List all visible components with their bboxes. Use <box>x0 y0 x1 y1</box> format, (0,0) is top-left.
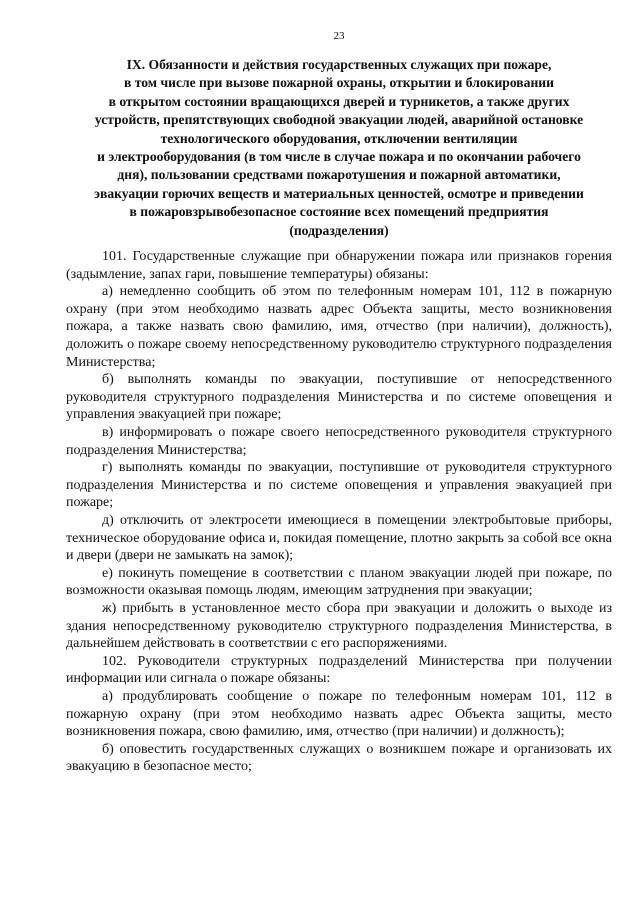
page-number: 23 <box>333 30 345 42</box>
paragraph-102: 102. Руководители структурных подразделений Министерства при получении информации или сигнала о пожаре обязаны: <box>66 653 612 687</box>
heading-line: устройств, препятствующих свободной эвакуации людей, аварийной остановке <box>94 112 584 128</box>
heading-line: и электрооборудования (в том числе в случае пожара и по окончании рабочего <box>97 149 581 165</box>
list-item-a: а) продублировать сообщение о пожаре по телефонным номерам 101, 112 в пожарную охрану (при этом необходимо назвать адрес Объекта защиты, место возникновения пожара, свою фамилию, имя, отчество (при наличии) и должность); <box>66 688 612 740</box>
heading-line: IX. Обязанности и действия государственных служащих при пожаре, <box>126 57 552 72</box>
heading-line: в открытом состоянии вращающихся дверей и турникетов, а также других <box>108 93 570 109</box>
document-body <box>66 248 612 776</box>
heading-line: эвакуации горючих веществ и материальных ценностей, осмотре и приведении <box>94 185 584 201</box>
list-item-b: б) оповестить государственных служащих о возникшем пожаре и организовать их эвакуацию в безопасное место; <box>66 741 612 775</box>
heading-line: дня), пользовании средствами пожаротушения и пожарной автоматики, <box>117 167 561 183</box>
paragraph-101: 101. Государственные служащие при обнаружении пожара или признаков горения (задымление, запах гари, повышение температуры) обязаны: <box>66 249 612 282</box>
list-item-e: е) покинуть помещение в соответствии с планом эвакуации людей при пожаре, по возможности оказывая помощь людям, имеющим затруднения при эвакуации; <box>66 565 612 599</box>
heading-line: в том числе при вызове пожарной охраны, открытии и блокировании <box>124 75 554 91</box>
list-item-zh: ж) прибыть в установленное место сбора при эвакуации и доложить о выходе из здания непосредственному руководителю структурного подразделения Министерства, в дальнейшем действовать в соответствии с его распоряжениями. <box>66 600 612 652</box>
heading-line: в пожаровзрывобезопасное состояние всех помещений предприятия <box>129 204 549 220</box>
list-item-b: б) выполнять команды по эвакуации, поступившие от непосредственного руководителя структурного подразделения Министерства и по системе оповещения и управления эвакуацией при пожаре; <box>66 372 612 423</box>
heading-line: (подразделения) <box>289 222 389 238</box>
section-heading <box>66 56 612 240</box>
list-item-v: в) информировать о пожаре своего непосредственного руководителя структурного подразделения Министерства; <box>66 425 612 458</box>
list-item-g: г) выполнять команды по эвакуации, поступившие от руководителя структурного подразделения Министерства и по системе оповещения и управления эвакуацией при пожаре; <box>66 460 612 511</box>
list-item-d: д) отключить от электросети имеющиеся в помещении электробытовые приборы, техническое оборудование офиса и, покидая помещение, плотно закрыть за собой все окна и двери (двери не замыкать на замок); <box>66 512 612 564</box>
list-item-a: а) немедленно сообщить об этом по телефонным номерам 101, 112 в пожарную охрану (при этом необходимо назвать адрес Объекта защиты, место возникновения пожара, а также назвать свою фамилию, имя, отчество (при наличии), должность), доложить о пожаре своему непосредственному руководителю структурного подразделения Министерства; <box>66 284 612 370</box>
heading-line: технологического оборудования, отключении вентиляции <box>160 130 518 146</box>
